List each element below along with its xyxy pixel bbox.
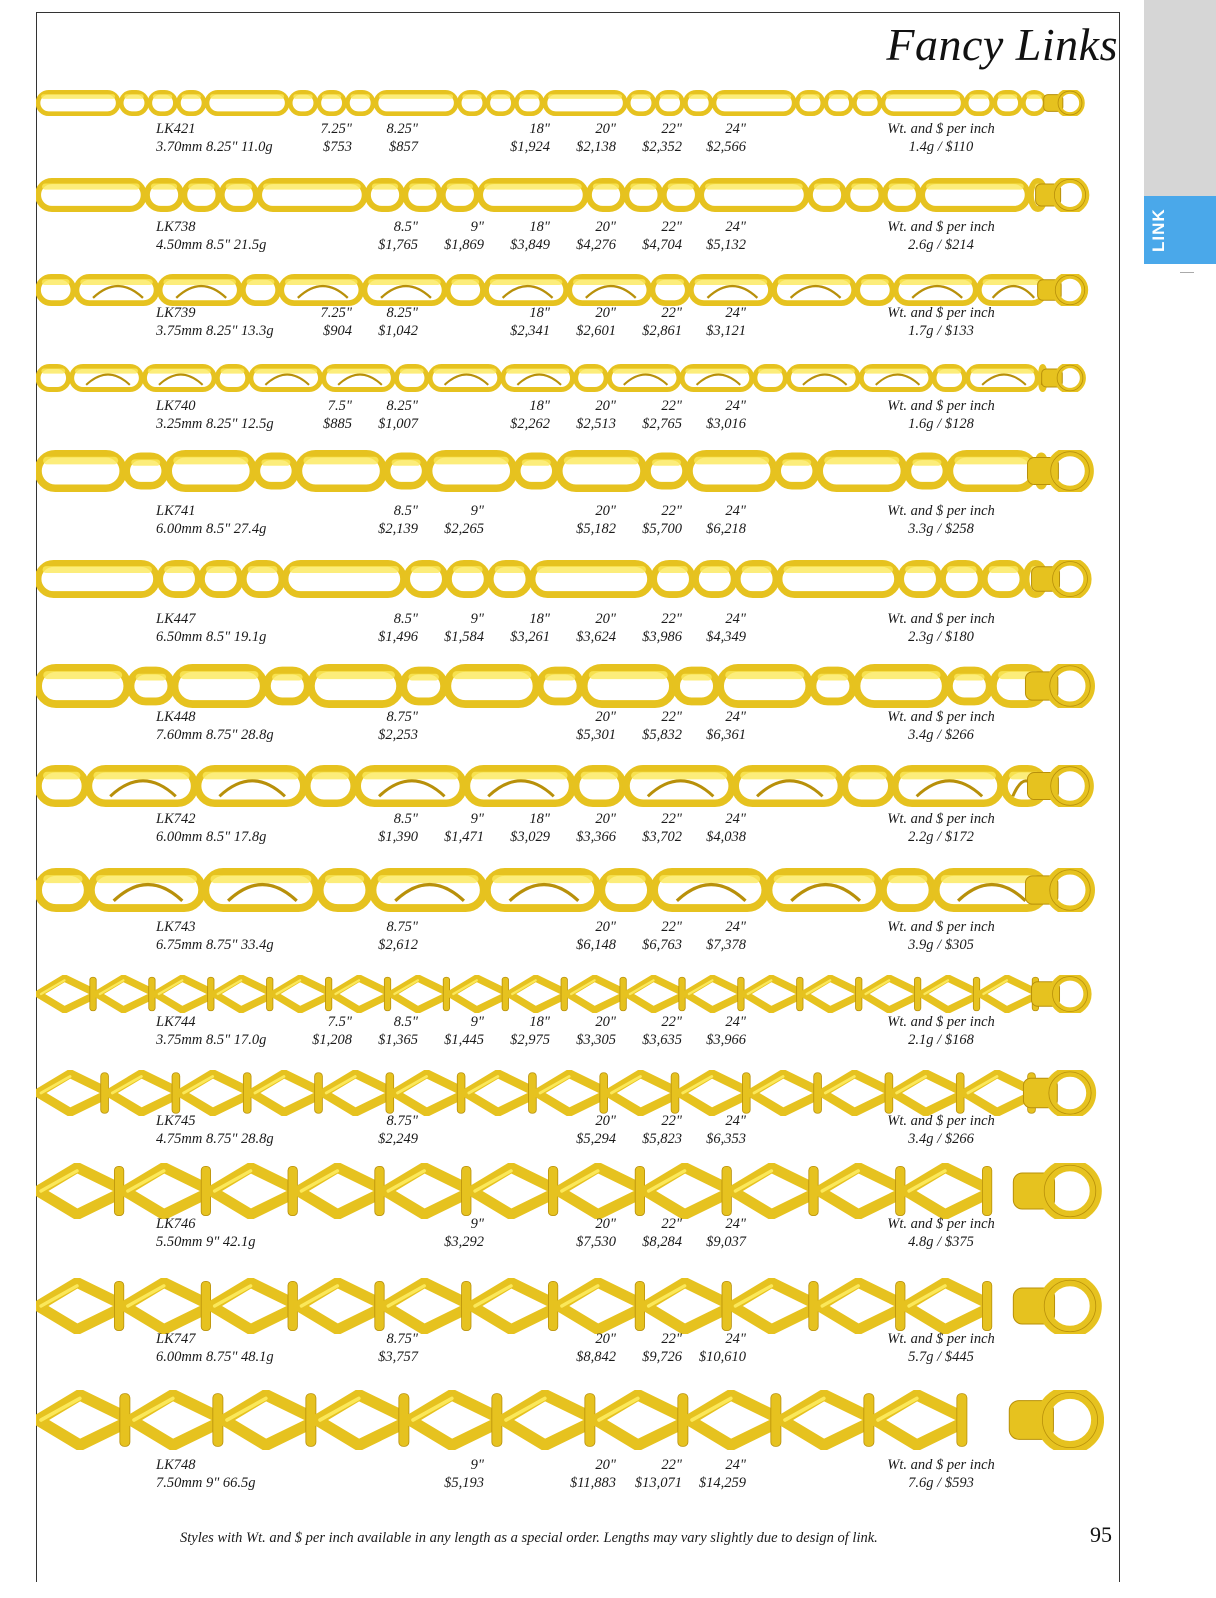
price-24: $3,966 bbox=[706, 1032, 746, 1048]
spec-label: 6.00mm 8.5" 17.8g bbox=[156, 829, 267, 845]
spec-label: 7.60mm 8.75" 28.8g bbox=[156, 727, 274, 743]
length-b: 8.75" bbox=[386, 709, 418, 725]
price-b: $3,757 bbox=[378, 1349, 418, 1365]
weight-value: 7.6g / $593 bbox=[908, 1475, 974, 1491]
length-18: 18" bbox=[529, 219, 550, 235]
sku-label: LK746 bbox=[156, 1216, 196, 1232]
price-20: $6,148 bbox=[576, 937, 616, 953]
price-b: $2,249 bbox=[378, 1131, 418, 1147]
length-22: 22" bbox=[661, 709, 682, 725]
weight-value: 5.7g / $445 bbox=[908, 1349, 974, 1365]
length-b: 8.75" bbox=[386, 919, 418, 935]
length-22: 22" bbox=[661, 811, 682, 827]
length-22: 22" bbox=[661, 398, 682, 414]
sku-label: LK447 bbox=[156, 611, 196, 627]
length-20: 20" bbox=[595, 219, 616, 235]
length-20: 20" bbox=[595, 1014, 616, 1030]
footer-note: Styles with Wt. and $ per inch available in any length as a special order. Lengths may vary slightly due to design of link. bbox=[180, 1530, 878, 1546]
length-c: 9" bbox=[470, 611, 484, 627]
length-22: 22" bbox=[661, 919, 682, 935]
chain-image bbox=[36, 868, 1106, 912]
length-24: 24" bbox=[725, 611, 746, 627]
spec-label: 6.00mm 8.75" 48.1g bbox=[156, 1349, 274, 1365]
price-b: $2,612 bbox=[378, 937, 418, 953]
weight-value: 2.3g / $180 bbox=[908, 629, 974, 645]
price-22: $5,823 bbox=[642, 1131, 682, 1147]
weight-label: Wt. and $ per inch bbox=[887, 811, 995, 827]
sku-label: LK745 bbox=[156, 1113, 196, 1129]
price-b: $2,253 bbox=[378, 727, 418, 743]
chain-image bbox=[36, 90, 1106, 116]
price-24: $4,349 bbox=[706, 629, 746, 645]
length-24: 24" bbox=[725, 709, 746, 725]
length-b: 8.5" bbox=[393, 811, 418, 827]
weight-value: 3.4g / $266 bbox=[908, 727, 974, 743]
weight-label: Wt. and $ per inch bbox=[887, 219, 995, 235]
price-18: $2,262 bbox=[510, 416, 550, 432]
price-c: $1,869 bbox=[444, 237, 484, 253]
price-22: $5,700 bbox=[642, 521, 682, 537]
price-a: $904 bbox=[323, 323, 352, 339]
chain-image bbox=[36, 364, 1106, 392]
length-24: 24" bbox=[725, 1014, 746, 1030]
spec-label: 4.75mm 8.75" 28.8g bbox=[156, 1131, 274, 1147]
length-20: 20" bbox=[595, 611, 616, 627]
length-18: 18" bbox=[529, 398, 550, 414]
spec-label: 3.75mm 8.25" 13.3g bbox=[156, 323, 274, 339]
length-20: 20" bbox=[595, 1216, 616, 1232]
price-b: $2,139 bbox=[378, 521, 418, 537]
price-18: $3,261 bbox=[510, 629, 550, 645]
price-b: $1,365 bbox=[378, 1032, 418, 1048]
price-22: $4,704 bbox=[642, 237, 682, 253]
chain-image bbox=[36, 1390, 1106, 1450]
length-b: 8.5" bbox=[393, 503, 418, 519]
price-22: $2,352 bbox=[642, 139, 682, 155]
price-24: $6,353 bbox=[706, 1131, 746, 1147]
price-20: $2,601 bbox=[576, 323, 616, 339]
chain-image bbox=[36, 1278, 1106, 1334]
length-20: 20" bbox=[595, 811, 616, 827]
length-22: 22" bbox=[661, 121, 682, 137]
length-24: 24" bbox=[725, 1331, 746, 1347]
length-c: 9" bbox=[470, 503, 484, 519]
length-22: 22" bbox=[661, 503, 682, 519]
price-20: $3,305 bbox=[576, 1032, 616, 1048]
spec-label: 5.50mm 9" 42.1g bbox=[156, 1234, 256, 1250]
price-24: $3,121 bbox=[706, 323, 746, 339]
length-20: 20" bbox=[595, 398, 616, 414]
spec-label: 3.75mm 8.5" 17.0g bbox=[156, 1032, 267, 1048]
price-a: $885 bbox=[323, 416, 352, 432]
price-22: $2,765 bbox=[642, 416, 682, 432]
weight-label: Wt. and $ per inch bbox=[887, 121, 995, 137]
spec-label: 4.50mm 8.5" 21.5g bbox=[156, 237, 267, 253]
weight-value: 4.8g / $375 bbox=[908, 1234, 974, 1250]
chain-image bbox=[36, 1070, 1106, 1116]
price-20: $5,301 bbox=[576, 727, 616, 743]
price-24: $7,378 bbox=[706, 937, 746, 953]
price-b: $1,042 bbox=[378, 323, 418, 339]
spec-label: 6.00mm 8.5" 27.4g bbox=[156, 521, 267, 537]
price-24: $2,566 bbox=[706, 139, 746, 155]
length-20: 20" bbox=[595, 121, 616, 137]
weight-label: Wt. and $ per inch bbox=[887, 611, 995, 627]
length-24: 24" bbox=[725, 1216, 746, 1232]
side-tab-label: LINK bbox=[1149, 208, 1168, 252]
length-24: 24" bbox=[725, 398, 746, 414]
price-24: $6,361 bbox=[706, 727, 746, 743]
length-20: 20" bbox=[595, 503, 616, 519]
length-c: 9" bbox=[470, 219, 484, 235]
price-c: $2,265 bbox=[444, 521, 484, 537]
price-22: $2,861 bbox=[642, 323, 682, 339]
price-22: $13,071 bbox=[634, 1475, 682, 1491]
sku-label: LK741 bbox=[156, 503, 196, 519]
price-22: $3,635 bbox=[642, 1032, 682, 1048]
price-20: $2,513 bbox=[576, 416, 616, 432]
price-c: $1,584 bbox=[444, 629, 484, 645]
price-24: $5,132 bbox=[706, 237, 746, 253]
price-20: $8,842 bbox=[576, 1349, 616, 1365]
price-22: $8,284 bbox=[642, 1234, 682, 1250]
length-c: 9" bbox=[470, 811, 484, 827]
length-b: 8.25" bbox=[386, 398, 418, 414]
weight-value: 2.1g / $168 bbox=[908, 1032, 974, 1048]
price-22: $9,726 bbox=[642, 1349, 682, 1365]
length-b: 8.75" bbox=[386, 1113, 418, 1129]
price-b: $857 bbox=[389, 139, 418, 155]
price-18: $3,849 bbox=[510, 237, 550, 253]
price-20: $3,366 bbox=[576, 829, 616, 845]
length-20: 20" bbox=[595, 1113, 616, 1129]
weight-value: 3.3g / $258 bbox=[908, 521, 974, 537]
length-24: 24" bbox=[725, 1113, 746, 1129]
weight-value: 2.2g / $172 bbox=[908, 829, 974, 845]
price-20: $2,138 bbox=[576, 139, 616, 155]
price-c: $1,445 bbox=[444, 1032, 484, 1048]
weight-label: Wt. and $ per inch bbox=[887, 503, 995, 519]
length-a: 7.5" bbox=[327, 1014, 352, 1030]
length-a: 7.5" bbox=[327, 398, 352, 414]
spec-label: 7.50mm 9" 66.5g bbox=[156, 1475, 256, 1491]
length-b: 8.25" bbox=[386, 305, 418, 321]
length-18: 18" bbox=[529, 611, 550, 627]
price-20: $7,530 bbox=[576, 1234, 616, 1250]
price-a: $1,208 bbox=[312, 1032, 352, 1048]
price-20: $11,883 bbox=[569, 1475, 616, 1491]
price-24: $4,038 bbox=[706, 829, 746, 845]
price-b: $1,496 bbox=[378, 629, 418, 645]
price-24: $3,016 bbox=[706, 416, 746, 432]
price-c: $5,193 bbox=[444, 1475, 484, 1491]
length-24: 24" bbox=[725, 919, 746, 935]
length-22: 22" bbox=[661, 219, 682, 235]
chain-image bbox=[36, 975, 1106, 1013]
weight-label: Wt. and $ per inch bbox=[887, 305, 995, 321]
length-20: 20" bbox=[595, 305, 616, 321]
weight-label: Wt. and $ per inch bbox=[887, 1014, 995, 1030]
sku-label: LK421 bbox=[156, 121, 196, 137]
sku-label: LK744 bbox=[156, 1014, 196, 1030]
length-18: 18" bbox=[529, 811, 550, 827]
sku-label: LK448 bbox=[156, 709, 196, 725]
sku-label: LK743 bbox=[156, 919, 196, 935]
page-title: Fancy Links bbox=[886, 19, 1118, 70]
weight-label: Wt. and $ per inch bbox=[887, 919, 995, 935]
length-20: 20" bbox=[595, 1457, 616, 1473]
price-18: $1,924 bbox=[510, 139, 550, 155]
sku-label: LK739 bbox=[156, 305, 196, 321]
spec-label: 3.25mm 8.25" 12.5g bbox=[156, 416, 274, 432]
length-b: 8.5" bbox=[393, 1014, 418, 1030]
price-24: $6,218 bbox=[706, 521, 746, 537]
length-b: 8.5" bbox=[393, 219, 418, 235]
price-18: $2,341 bbox=[510, 323, 550, 339]
side-tab-divider bbox=[1180, 272, 1194, 273]
length-b: 8.75" bbox=[386, 1331, 418, 1347]
length-18: 18" bbox=[529, 1014, 550, 1030]
chain-image bbox=[36, 450, 1106, 492]
length-22: 22" bbox=[661, 1113, 682, 1129]
sku-label: LK742 bbox=[156, 811, 196, 827]
spec-label: 6.75mm 8.75" 33.4g bbox=[156, 937, 274, 953]
weight-label: Wt. and $ per inch bbox=[887, 709, 995, 725]
length-c: 9" bbox=[470, 1216, 484, 1232]
weight-value: 1.7g / $133 bbox=[908, 323, 974, 339]
length-22: 22" bbox=[661, 1457, 682, 1473]
price-c: $1,471 bbox=[444, 829, 484, 845]
length-22: 22" bbox=[661, 1331, 682, 1347]
chain-image bbox=[36, 178, 1106, 212]
length-20: 20" bbox=[595, 919, 616, 935]
page-number: 95 bbox=[1090, 1522, 1112, 1547]
weight-value: 1.4g / $110 bbox=[908, 139, 974, 155]
price-22: $3,986 bbox=[642, 629, 682, 645]
weight-label: Wt. and $ per inch bbox=[887, 1331, 995, 1347]
length-18: 18" bbox=[529, 305, 550, 321]
price-18: $3,029 bbox=[510, 829, 550, 845]
weight-value: 1.6g / $128 bbox=[908, 416, 974, 432]
price-20: $3,624 bbox=[576, 629, 616, 645]
weight-label: Wt. and $ per inch bbox=[887, 1216, 995, 1232]
weight-value: 3.4g / $266 bbox=[908, 1131, 974, 1147]
length-b: 8.25" bbox=[386, 121, 418, 137]
length-24: 24" bbox=[725, 1457, 746, 1473]
length-a: 7.25" bbox=[320, 305, 352, 321]
price-22: $6,763 bbox=[642, 937, 682, 953]
price-24: $9,037 bbox=[706, 1234, 746, 1250]
length-22: 22" bbox=[661, 305, 682, 321]
price-a: $753 bbox=[323, 139, 352, 155]
price-24: $14,259 bbox=[698, 1475, 746, 1491]
spec-label: 3.70mm 8.25" 11.0g bbox=[156, 139, 273, 155]
price-20: $5,294 bbox=[576, 1131, 616, 1147]
length-20: 20" bbox=[595, 1331, 616, 1347]
sku-label: LK747 bbox=[156, 1331, 196, 1347]
length-a: 7.25" bbox=[320, 121, 352, 137]
sku-label: LK748 bbox=[156, 1457, 196, 1473]
chain-image bbox=[36, 560, 1106, 598]
length-18: 18" bbox=[529, 121, 550, 137]
length-22: 22" bbox=[661, 1014, 682, 1030]
price-22: $3,702 bbox=[642, 829, 682, 845]
chain-image bbox=[36, 1163, 1106, 1219]
weight-label: Wt. and $ per inch bbox=[887, 1457, 995, 1473]
spec-label: 6.50mm 8.5" 19.1g bbox=[156, 629, 267, 645]
length-20: 20" bbox=[595, 709, 616, 725]
chain-image bbox=[36, 765, 1106, 807]
weight-value: 2.6g / $214 bbox=[908, 237, 974, 253]
price-b: $1,007 bbox=[378, 416, 418, 432]
sku-label: LK738 bbox=[156, 219, 196, 235]
price-18: $2,975 bbox=[510, 1032, 550, 1048]
length-24: 24" bbox=[725, 121, 746, 137]
sku-label: LK740 bbox=[156, 398, 196, 414]
length-24: 24" bbox=[725, 219, 746, 235]
length-22: 22" bbox=[661, 611, 682, 627]
weight-label: Wt. and $ per inch bbox=[887, 1113, 995, 1129]
length-b: 8.5" bbox=[393, 611, 418, 627]
price-20: $4,276 bbox=[576, 237, 616, 253]
price-24: $10,610 bbox=[698, 1349, 746, 1365]
length-24: 24" bbox=[725, 503, 746, 519]
length-24: 24" bbox=[725, 811, 746, 827]
weight-label: Wt. and $ per inch bbox=[887, 398, 995, 414]
length-24: 24" bbox=[725, 305, 746, 321]
price-20: $5,182 bbox=[576, 521, 616, 537]
length-22: 22" bbox=[661, 1216, 682, 1232]
price-b: $1,390 bbox=[378, 829, 418, 845]
weight-value: 3.9g / $305 bbox=[908, 937, 974, 953]
length-c: 9" bbox=[470, 1014, 484, 1030]
chain-image bbox=[36, 664, 1106, 708]
chain-image bbox=[36, 274, 1106, 306]
price-22: $5,832 bbox=[642, 727, 682, 743]
price-b: $1,765 bbox=[378, 237, 418, 253]
price-c: $3,292 bbox=[444, 1234, 484, 1250]
length-c: 9" bbox=[470, 1457, 484, 1473]
